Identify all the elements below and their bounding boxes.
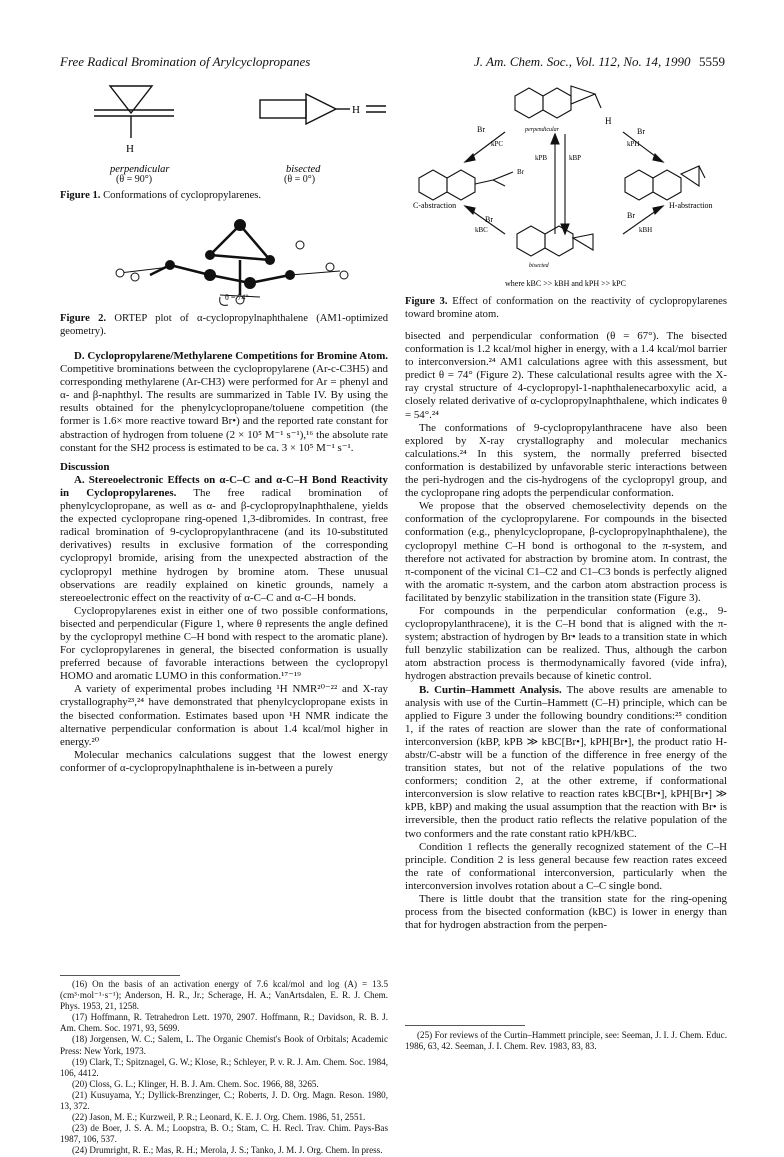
footnotes-left — [60, 979, 388, 1157]
secB-body: The above results are amenable to analysis with use of the Curtin–Hammett (C–H) principle, which can be applied to Figure 3 under the following boundry conditions:²⁵ condition 1, if the rates of reaction are slower than the rate of conformational interconversion (kBP, kPB ≫ kBC[Br•], kPH[Br•], the product ratio H-abstr/C-abstr will be a function of the difference in free energy of the transition states, but not of the relative populations of the two conformers; condition 2, at the other extreme, if conformational interconversion is slow relative to reaction rates kBC[Br•], kPH[Br•] ≫ kPB, kBP) and making the usual assumption that the reaction with Br• is irreversible, then the product ratio reflects the relative population of the two conformers and the rate constant ratio kPH/kBC. — [405, 683, 727, 840]
fig1-h-label-2: H — [352, 104, 360, 116]
right-column-body — [405, 330, 727, 932]
fig3-bis-label: bisected — [529, 263, 549, 269]
right-para-2: The conformations of 9-cyclopropylanthracene have also been explored by X-ray crystallography and molecular mechanics calculations.²⁴ In this system, the normally preferred bisected conformation is destabilized by unfavorable steric interactions between the peri-hydrogen and the cis-hydrogens of the cyclopropyl group, and the cyclopropane ring adopts the perpendicular conformation. — [405, 421, 727, 500]
left-para-3: A variety of experimental probes including ¹H NMR²⁰⁻²² and X-ray crystallography²³,²⁴ have demonstrated that phenylcyclopropane exists in the bisected conformation. Estimates based upon ¹H NMR indicate the alternative perpendicular conformation is about 1.4 kcal/mol higher in energy.²⁰ — [60, 683, 388, 748]
figure1-caption — [60, 190, 390, 203]
footnotes-right — [405, 1030, 727, 1052]
fig2-caption-text: ORTEP plot of α-cyclopropylnaphthalene (AM1-optimized geometry). — [60, 313, 388, 337]
fig1-bis-angle: (θ = 0°) — [284, 174, 316, 185]
running-head-left: Free Radical Bromination of Arylcyclopropanes — [60, 54, 311, 69]
fig1-perp-angle: (θ = 90°) — [116, 174, 153, 185]
right-para-3: We propose that the observed chemoselectivity depends on the conformation of the cyclopropylarene. For compounds in the bisected conformation (e.g., phenylcyclopropane, β-cyclopropylnaphthalene), the cyclopropyl methine C–H bond is orthogonal to the π-system, and therefore not activated for abstraction by bromine atom. In contrast, the π-component of the vicinal C1–C2 and C1–C3 bonds is perfectly aligned with the aromatic π-system, and the carbon atom abstraction process is facilitated by benzylic stabilization in the transition state (Figure 3). — [405, 500, 727, 604]
fig3-br-bottomleft: Br — [485, 215, 493, 224]
fig3-perp-label: perpendicular — [525, 127, 559, 133]
fig3-caption-num: Figure 3. — [405, 296, 448, 307]
fig3-k-pc: kPC — [491, 140, 504, 148]
footnote: (21) Kusuyama, Y.; Dyllick-Brenzinger, C.; Roberts, J. D. Org. Magn. Reson. 1980, 13, 372. — [60, 1089, 388, 1112]
fig1-perp-label: perpendicular — [110, 164, 170, 175]
left-para-4: Molecular mechanics calculations suggest that the lowest energy conformer of α-cyclopropylnaphthalene is in-between a purely — [60, 748, 388, 774]
discussion-heading: Discussion — [60, 460, 110, 473]
secA-heading: A. Stereoelectronic Effects on α-C–C and α-C–H Bond Reactivity in Cyclopropylarenes. — [60, 473, 388, 499]
figure1-diagram — [60, 72, 390, 182]
fig2-caption-num: Figure 2. — [60, 313, 107, 324]
page-number: 5559 — [699, 54, 725, 69]
fig3-caption-text: Effect of conformation on the reactivity of cyclopropylarenes toward bromine atom. — [405, 296, 727, 320]
fig3-br-topleft: Br — [477, 125, 485, 134]
secD-body: Competitive brominations between the cyclopropylarene (Ar-c-C3H5) and corresponding methylarene (Ar-CH3) were performed for Ar = phenyl and α- and β-naphthyl. The results are summarized in Table IV. By using the results obtained for the phenylcyclopropane/toluene competition (the former is 1.6× more reactive toward Br•) and the reported rate constant for abstraction of hydrogen from toluene (2 × 10⁵ M⁻¹ s⁻¹),¹⁶ the absolute rate constant for the SH2 process is estimated to be ca. 3 × 10⁵ M⁻¹ s⁻¹. — [60, 363, 388, 454]
footnote-rule-left — [60, 975, 180, 976]
footnote: (19) Clark, T.; Spitznagel, G. W.; Klose, R.; Schleyer, P. v. R. J. Am. Chem. Soc. 1984, 106, 4412. — [60, 1056, 388, 1078]
fig3-br-topright: Br — [637, 127, 645, 136]
left-para-2: Cyclopropylarenes exist in either one of two possible conformations, bisected and perpendicular (Figure 1, where θ represents the angle defined by the cyclopropyl methine C–H bond with respect to the aromatic plane). For cyclopropylarenes in general, the bisected conformation is usually preferred because of favorable interactions between the cyclopropyl HOMO and aromatic LUMO in this conformation.¹⁷⁻¹⁹ — [60, 604, 388, 683]
footnote: (17) Hoffmann, R. Tetrahedron Lett. 1970, 2907. Hoffmann, R.; Davidson, R. B. J. Am. Chem. Soc. 1971, 93, 5699. — [60, 1012, 388, 1034]
footnote: (20) Closs, G. L.; Klinger, H. B. J. Am. Chem. Soc. 1966, 88, 3265. — [72, 1078, 319, 1089]
footnote: (22) Jason, M. E.; Kurzweil, P. R.; Leonard, K. E. J. Org. Chem. 1986, 51, 2551. — [72, 1112, 366, 1123]
footnote: (24) Drumright, R. E.; Mas, R. H.; Merola, J. S.; Tanko, J. M. J. Org. Chem. In press. — [72, 1145, 383, 1156]
fig3-c-abstraction: C-abstraction — [413, 201, 457, 210]
figure2-caption — [60, 313, 388, 338]
right-para-1: bisected and perpendicular conformation (θ = 67°). The bisected conformation is 1.2 kcal/mol higher in energy, with a 1.4 kcal/mol barrier to interconversion.²⁴ AM1 calculations agree with this assessment, but predict θ = 74° (Figure 2). These calculational results agree with the X-ray crystal structure of 4-cyclopropyl-1-naphthalenecarboxylic acid, a closely related derivative of α-cyclopropylnaphthalene, which indicates θ = 54°.²⁴ — [405, 330, 727, 421]
fig3-br-label: Br — [517, 168, 524, 176]
secD-heading: D. Cyclopropylarene/Methylarene Competitions for Bromine Atom. — [74, 350, 388, 362]
footnote: (23) de Boer, J. S. A. M.; Loopstra, B. O.; Stam, C. H. Recl. Trav. Chim. Pays-Bas 1987, 106, 537. — [60, 1123, 388, 1145]
right-para-6: There is little doubt that the transition state for the ring-opening process from the bisected conformation (kBC) is lower in energy than that for hydrogen abstraction from the perpen- — [405, 893, 727, 932]
figure3-caption — [405, 296, 727, 321]
footnote-rule-right — [405, 1025, 525, 1026]
fig3-h-label: H — [605, 116, 612, 126]
fig3-k-bc: kBC — [475, 226, 488, 234]
fig3-k-bh: kBH — [639, 226, 653, 234]
secB-heading: B. Curtin–Hammett Analysis. — [419, 683, 562, 696]
fig3-br-bottomright: Br — [627, 211, 635, 220]
fig1-bis-label: bisected — [286, 164, 321, 175]
fig3-k-bp: kBP — [569, 154, 582, 162]
fig1-caption-text: Conformations of cyclopropylarenes. — [103, 190, 262, 201]
figure3-diagram — [405, 74, 735, 292]
footnote: (18) Jorgensen, W. C.; Salem, L. The Organic Chemist's Book of Orbitals; Academic Press: New York, 1973. — [60, 1034, 388, 1056]
left-column-body — [60, 348, 388, 775]
fig3-h-abstraction: H-abstraction — [669, 201, 713, 210]
fig3-k-pb: kPB — [535, 154, 548, 162]
fig1-h-label: H — [126, 143, 134, 155]
fig3-k-ph: kPH — [627, 140, 640, 148]
running-head-right: J. Am. Chem. Soc., Vol. 112, No. 14, 1990 — [474, 54, 691, 69]
fig2-angle-label: θ = 74° — [225, 293, 249, 302]
right-para-4: For compounds in the perpendicular conformation (e.g., 9-cyclopropylanthracene), it is the C–H bond that is aligned with the π-system; abstraction of hydrogen by Br• leads to a transition state in which full benzylic stabilization can be realized. Thus, although the carbon atom abstraction process is thermodynamically favored (vide infra), hydrogen abstraction prevails because of kinetic control. — [405, 604, 727, 683]
footnote: (25) For reviews of the Curtin–Hammett principle, see: Seeman, J. I. J. Chem. Educ. 1986, 63, 42. Seeman, J. I. Chem. Rev. 1983, 83, 83. — [405, 1030, 727, 1052]
fig1-caption-num: Figure 1. — [60, 190, 101, 201]
footnote: (16) On the basis of an activation energy of 7.6 kcal/mol and log (A) = 13.5 (cm³·mol⁻¹·s⁻¹); Anderson, H. R., Jr.; Scherage, H. A.; VanArtsdalen, E. R. J. Chem. Phys. 1953, 21, 1258. — [60, 979, 388, 1012]
secA-body: The free radical bromination of phenylcyclopropane, as well as α- and β-cyclopropylnaphthalene, yields the expected cyclopropane ring-opened 1,3-dibromides. In contrast, free radical bromination of 9-cyclopropylanthracene (and its 10-substituted derivatives) results in exclusive formation of the corresponding cyclopropyl bromide, arising from the unexpected abstraction of the cyclopropyl methine hydrogen by bromine atom. These unusual observations are readily explained on kinetic grounds, namely a stereoelectronic effect on the reactivity of α-C–C and α-C–H bonds. — [60, 486, 388, 604]
right-para-5: Condition 1 reflects the generally recognized statement of the C–H principle. Condition 2 is less general because few reaction rates exceed the rate of conformational interconversion, particularly when the interconversion involves rotation about a C–C single bond. — [405, 840, 727, 892]
fig3-where-text: where kBC >> kBH and kPH >> kPC — [505, 279, 626, 288]
